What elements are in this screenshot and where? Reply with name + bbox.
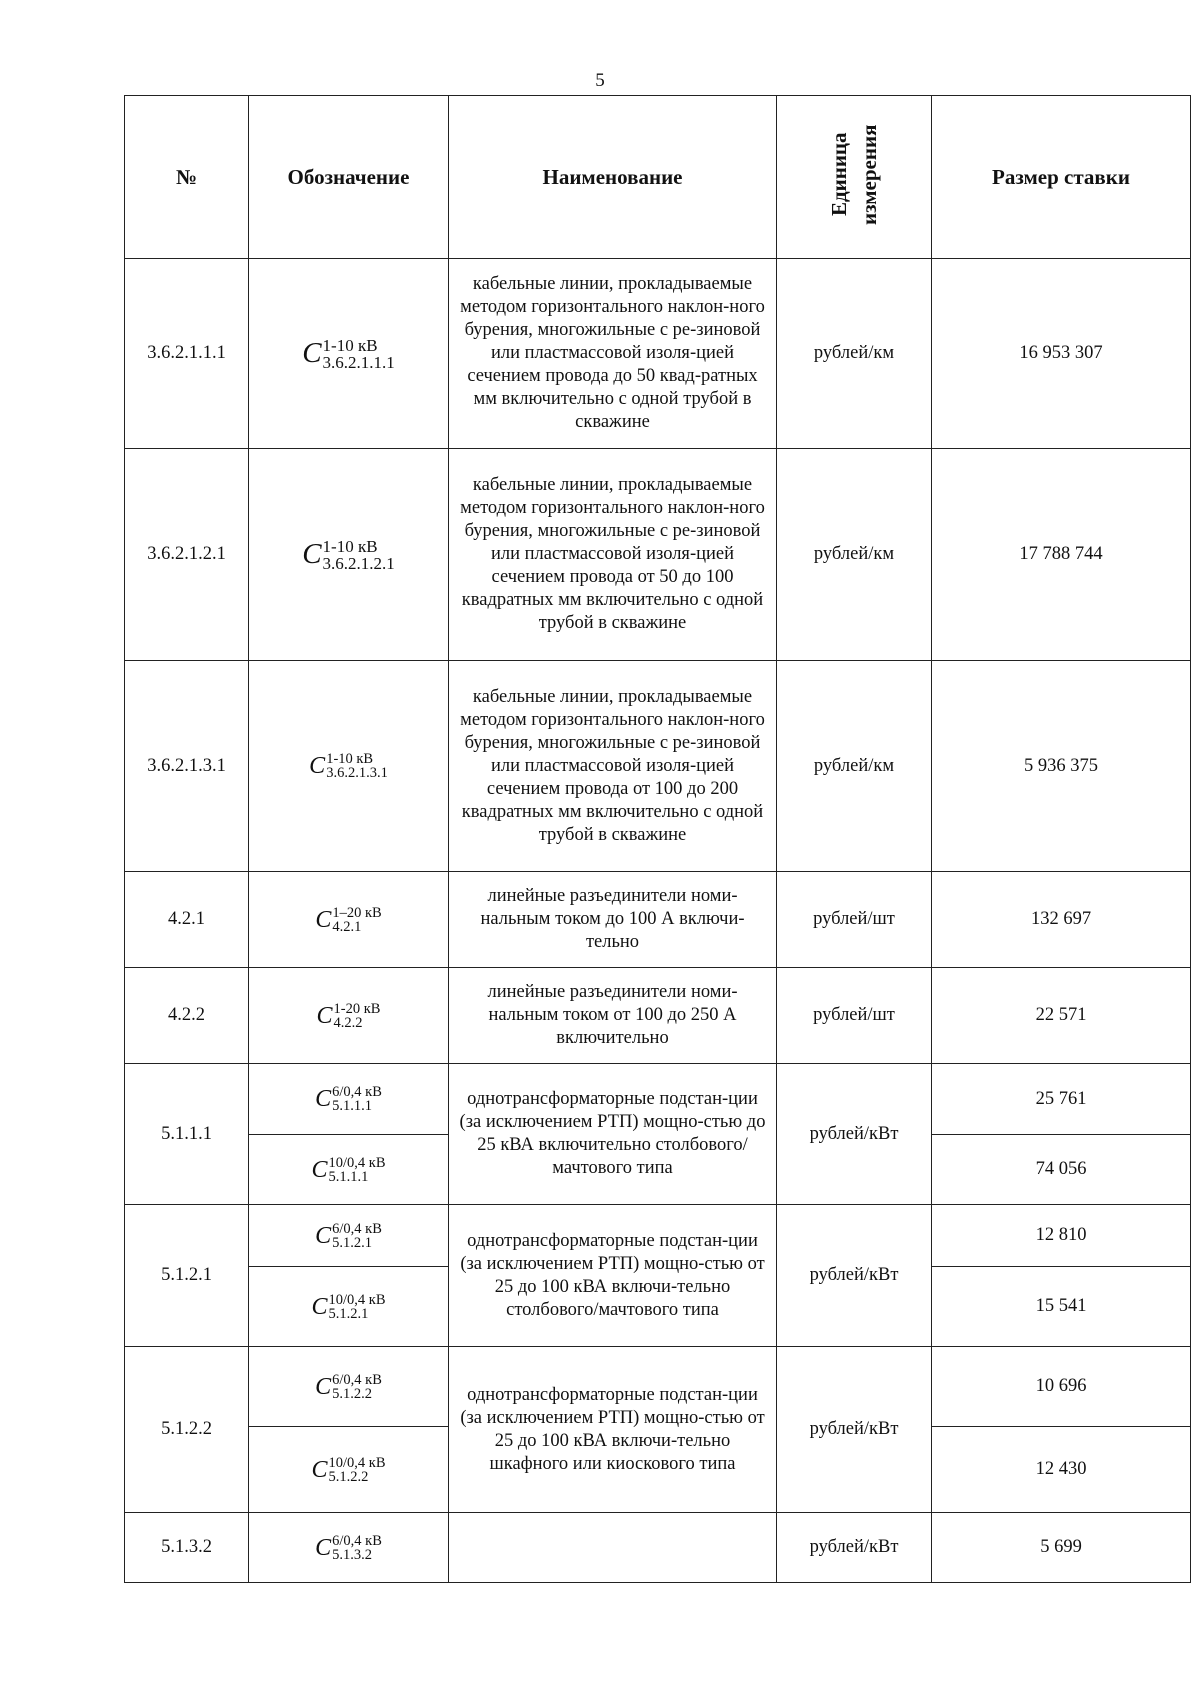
row-designation (249, 1347, 449, 1427)
row-rate: 132 697 (932, 872, 1191, 968)
row-number: 3.6.2.1.1.1 (125, 259, 249, 449)
row-number: 3.6.2.1.3.1 (125, 661, 249, 872)
row-name (449, 1513, 777, 1583)
table-row (125, 259, 1191, 449)
table-row (125, 661, 1191, 872)
symbol-letter: C (316, 1002, 333, 1029)
row-rate: 10 696 (932, 1347, 1191, 1427)
designation-symbol (302, 538, 395, 572)
symbol-subscript: 3.6.2.1.1.1 (322, 352, 395, 372)
symbol-letter: C (315, 906, 332, 933)
designation-symbol (311, 1156, 385, 1184)
row-unit: рублей/кВт (777, 1064, 932, 1205)
symbol-superscript: 1-10 кВ (322, 335, 378, 355)
designation-symbol (302, 337, 395, 371)
row-designation (249, 1427, 449, 1513)
table-row (125, 1064, 1191, 1135)
symbol-superscript: 10/0,4 кВ (328, 1154, 386, 1171)
row-designation (249, 1135, 449, 1205)
symbol-subscript: 4.2.2 (333, 1014, 363, 1031)
row-unit: рублей/кВт (777, 1347, 932, 1513)
designation-symbol (315, 1222, 382, 1250)
row-rate: 5 936 375 (932, 661, 1191, 872)
row-rate: 25 761 (932, 1064, 1191, 1135)
row-name: кабельные линии, прокладываемые методом горизонтального наклон-ного бурения, многожильные с ре-зиновой или пластмассовой изоля-цией сечением провода от 50 до 100 квадратных мм включительно с одной трубой в скважине (449, 449, 777, 661)
row-name: кабельные линии, прокладываемые методом горизонтального наклон-ного бурения, многожильные с ре-зиновой или пластмассовой изоля-цией сечением провода до 50 квад-ратных мм включительно с одной трубой в скважине (449, 259, 777, 449)
symbol-letter: C (302, 337, 322, 369)
row-designation (249, 1205, 449, 1267)
table-header-row (125, 96, 1191, 259)
row-number: 4.2.2 (125, 968, 249, 1064)
table-row (125, 1347, 1191, 1427)
row-rate: 12 430 (932, 1427, 1191, 1513)
header-number: № (125, 96, 249, 259)
row-number: 4.2.1 (125, 872, 249, 968)
header-unit: Единица измерения (827, 124, 881, 225)
symbol-superscript: 6/0,4 кВ (332, 1084, 382, 1100)
row-unit: рублей/км (777, 259, 932, 449)
designation-symbol (315, 1534, 382, 1562)
symbol-subscript: 5.1.1.1 (328, 1168, 369, 1185)
designation-symbol (315, 1373, 382, 1401)
table-row (125, 449, 1191, 661)
row-designation (249, 968, 449, 1064)
row-rate: 17 788 744 (932, 449, 1191, 661)
symbol-superscript: 10/0,4 кВ (328, 1454, 386, 1471)
row-designation (249, 1267, 449, 1347)
table-row (125, 872, 1191, 968)
row-unit: рублей/км (777, 661, 932, 872)
row-number: 5.1.2.1 (125, 1205, 249, 1347)
symbol-superscript: 6/0,4 кВ (332, 1532, 382, 1549)
symbol-letter: C (315, 1222, 332, 1249)
symbol-subscript: 5.1.2.2 (332, 1385, 372, 1402)
row-designation (249, 1064, 449, 1135)
row-number: 3.6.2.1.2.1 (125, 449, 249, 661)
symbol-superscript: 6/0,4 кВ (332, 1220, 382, 1237)
designation-symbol (311, 1456, 385, 1484)
row-name: однотрансформаторные подстан-ции (за исключением РТП) мощно-стью до 25 кВА включительно столбового/мачтового типа (449, 1064, 777, 1205)
symbol-letter: C (309, 753, 326, 779)
symbol-subscript: 5.1.3.2 (332, 1546, 372, 1563)
table-row (125, 1513, 1191, 1583)
row-designation (249, 661, 449, 872)
row-rate: 5 699 (932, 1513, 1191, 1583)
symbol-subscript: 3.6.2.1.2.1 (322, 553, 395, 573)
row-unit: рублей/кВт (777, 1513, 932, 1583)
symbol-subscript: 5.1.2.1 (328, 1305, 369, 1322)
symbol-letter: C (311, 1293, 328, 1320)
header-name: Наименование (449, 96, 777, 259)
page-number: 5 (595, 70, 605, 91)
row-rate: 22 571 (932, 968, 1191, 1064)
symbol-subscript: 3.6.2.1.3.1 (326, 765, 388, 781)
row-name: однотрансформаторные подстан-ции (за исключением РТП) мощно-стью от 25 до 100 кВА включи-тельно столбового/мачтового типа (449, 1205, 777, 1347)
header-rate: Размер ставки (932, 96, 1191, 259)
row-number: 5.1.3.2 (125, 1513, 249, 1583)
symbol-letter: C (315, 1086, 332, 1112)
symbol-subscript: 5.1.2.1 (332, 1234, 372, 1251)
row-rate: 15 541 (932, 1267, 1191, 1347)
row-designation (249, 872, 449, 968)
designation-symbol (309, 752, 388, 780)
header-designation: Обозначение (249, 96, 449, 259)
row-designation (249, 449, 449, 661)
row-name: однотрансформаторные подстан-ции (за исключением РТП) мощно-стью от 25 до 100 кВА включи-тельно шкафного или киоскового типа (449, 1347, 777, 1513)
row-designation (249, 259, 449, 449)
row-rate: 74 056 (932, 1135, 1191, 1205)
row-rate: 16 953 307 (932, 259, 1191, 449)
designation-symbol (311, 1293, 385, 1321)
symbol-superscript: 1–20 кВ (332, 904, 382, 921)
symbol-letter: C (302, 538, 322, 570)
header-unit-cell (777, 96, 932, 259)
row-unit: рублей/кВт (777, 1205, 932, 1347)
symbol-superscript: 6/0,4 кВ (332, 1371, 382, 1388)
row-designation (249, 1513, 449, 1583)
row-unit: рублей/шт (777, 968, 932, 1064)
designation-symbol (317, 1002, 381, 1030)
row-name: кабельные линии, прокладываемые методом горизонтального наклон-ного бурения, многожильные с ре-зиновой или пластмассовой изоля-цией сечением провода от 100 до 200 квадратных мм включительно с одной трубой в скважине (449, 661, 777, 872)
symbol-letter: C (315, 1534, 332, 1561)
symbol-subscript: 5.1.2.2 (328, 1468, 369, 1485)
symbol-subscript: 4.2.1 (332, 918, 362, 935)
designation-symbol (315, 906, 381, 934)
row-unit: рублей/км (777, 449, 932, 661)
symbol-superscript: 1-20 кВ (333, 1000, 381, 1017)
row-number: 5.1.2.2 (125, 1347, 249, 1513)
row-name: линейные разъединители номи-нальным током до 100 А включи-тельно (449, 872, 777, 968)
table-row (125, 1205, 1191, 1267)
symbol-superscript: 10/0,4 кВ (328, 1291, 386, 1308)
row-name: линейные разъединители номи-нальным током от 100 до 250 А включительно (449, 968, 777, 1064)
symbol-letter: C (315, 1373, 332, 1400)
symbol-letter: C (311, 1156, 328, 1183)
symbol-superscript: 1-10 кВ (322, 536, 378, 556)
symbol-superscript: 1-10 кВ (326, 751, 374, 767)
row-number: 5.1.1.1 (125, 1064, 249, 1205)
symbol-letter: C (311, 1456, 328, 1483)
row-rate: 12 810 (932, 1205, 1191, 1267)
symbol-subscript: 5.1.1.1 (332, 1098, 372, 1114)
row-unit: рублей/шт (777, 872, 932, 968)
rates-table (124, 95, 1191, 1583)
table-row (125, 968, 1191, 1064)
designation-symbol (315, 1085, 382, 1113)
